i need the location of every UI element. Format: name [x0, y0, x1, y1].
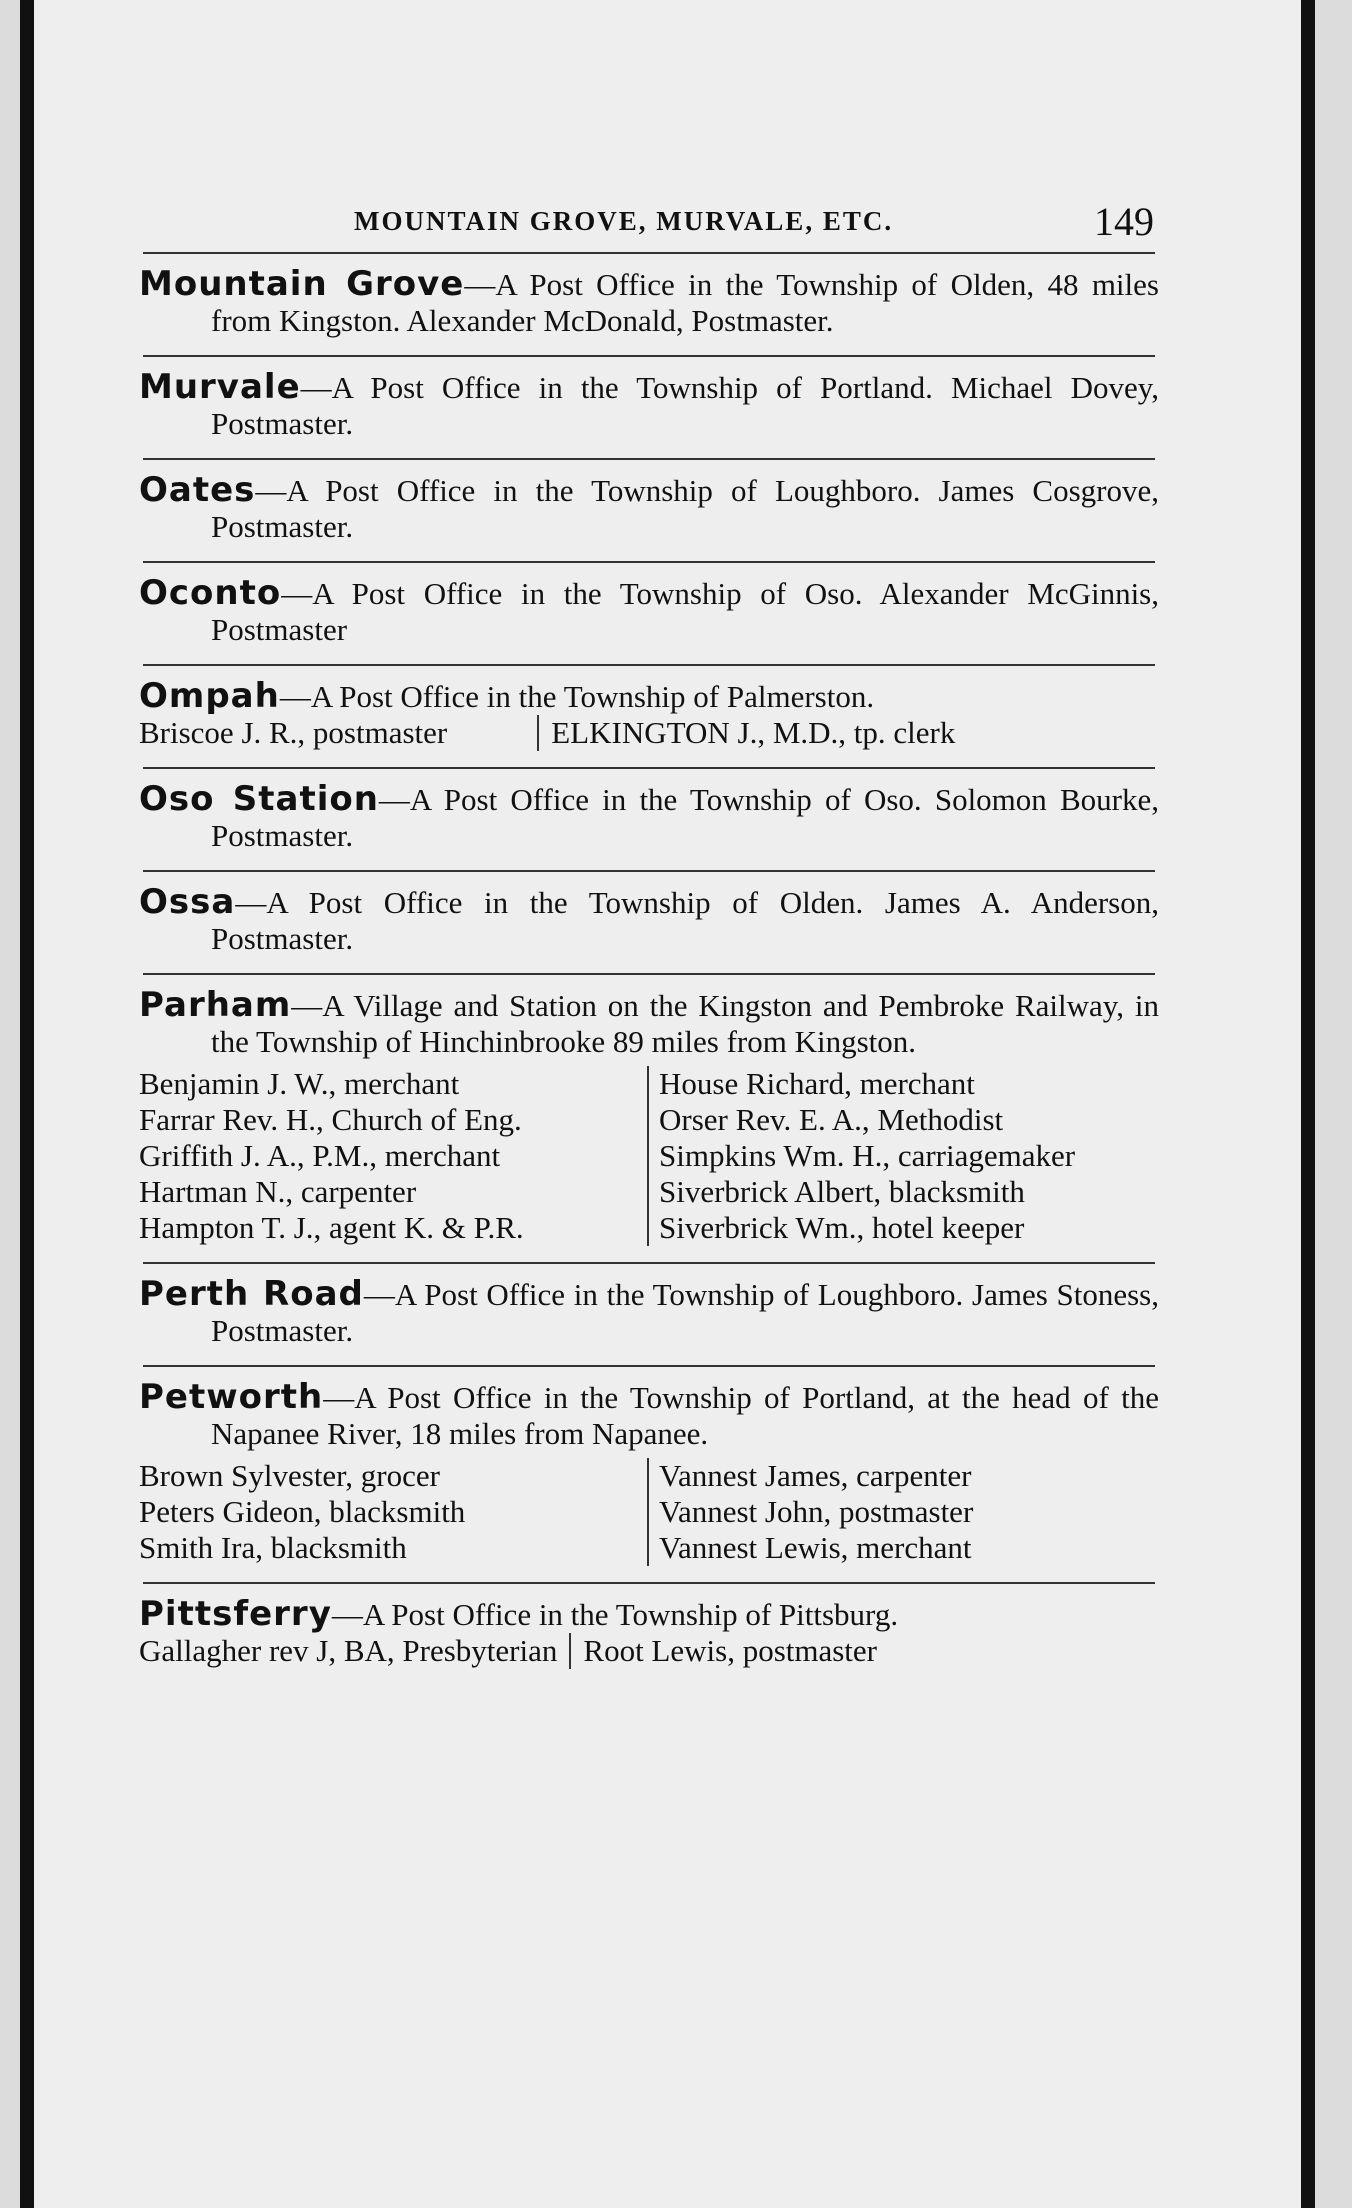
entry-name: Parham — [139, 985, 292, 1025]
entry-name: Mountain Grove — [139, 264, 465, 304]
resident-item: Siverbrick Wm., hotel keeper — [659, 1210, 1025, 1245]
resident-item: Siverbrick Albert, blacksmith — [659, 1174, 1025, 1209]
resident-left: Gallagher rev J, BA, Presbyterian — [139, 1633, 558, 1668]
resident-right: Root Lewis, postmaster — [583, 1633, 877, 1668]
resident-item: Orser Rev. E. A., Methodist — [659, 1102, 1004, 1137]
entry-name: Ompah — [139, 676, 280, 716]
entry-text: —A Post Office in the Township of Pittsburg. — [331, 1597, 899, 1632]
resident-column-left — [139, 1458, 649, 1566]
entry-ossa — [139, 872, 1159, 973]
resident-item: Vannest Lewis, merchant — [659, 1530, 972, 1565]
resident-item: Hartman N., carpenter — [139, 1174, 417, 1209]
entry-text: —A Post Office in the Township of Olden, 48 miles from Kingston. Alexander McDonald, Postmaster. — [211, 267, 1159, 338]
entry-text: —A Post Office in the Township of Oso. Solomon Bourke, Postmaster. — [211, 782, 1159, 853]
entry-text: —A Post Office in the Township of Palmerston. — [279, 679, 875, 714]
directory-page — [20, 0, 1315, 2208]
entry-name: Oates — [139, 470, 256, 510]
entry-petworth — [139, 1367, 1159, 1582]
entry-text: —A Post Office in the Township of Portland, at the head of the Napanee River, 18 miles from Napanee. — [211, 1380, 1159, 1451]
resident-line — [139, 1633, 1159, 1669]
entry-text: —A Post Office in the Township of Oso. Alexander McGinnis, Postmaster — [211, 576, 1159, 647]
resident-item: Benjamin J. W., merchant — [139, 1066, 460, 1101]
entry-text: —A Post Office in the Township of Loughboro. James Cosgrove, Postmaster. — [211, 473, 1159, 544]
resident-column-left — [139, 1066, 649, 1246]
entry-name: Petworth — [139, 1377, 324, 1417]
resident-item: Farrar Rev. H., Church of Eng. — [139, 1102, 522, 1137]
entry-text: —A Post Office in the Township of Olden. James A. Anderson, Postmaster. — [211, 885, 1159, 956]
entry-ompah — [139, 666, 1159, 767]
resident-line — [139, 715, 1159, 751]
entry-name: Oso Station — [139, 779, 379, 819]
entry-name: Oconto — [139, 573, 282, 613]
resident-column-right — [649, 1458, 1159, 1566]
resident-item: Peters Gideon, blacksmith — [139, 1494, 466, 1529]
resident-item: Brown Sylvester, grocer — [139, 1458, 440, 1493]
entry-oso-station — [139, 769, 1159, 870]
resident-item: Griffith J. A., P.M., merchant — [139, 1138, 501, 1173]
entry-name: Murvale — [139, 367, 301, 407]
resident-item: Vannest John, postmaster — [659, 1494, 974, 1529]
resident-item: Simpkins Wm. H., carriagemaker — [659, 1138, 1076, 1173]
resident-column-right — [649, 1066, 1159, 1246]
resident-right: ELKINGTON J., M.D., tp. clerk — [551, 715, 956, 750]
column-divider — [569, 1633, 571, 1669]
entry-name: Perth Road — [139, 1274, 364, 1314]
entry-text: —A Post Office in the Township of Loughboro. James Stoness, Postmaster. — [211, 1277, 1159, 1348]
entry-text: —A Village and Station on the Kingston and Pembroke Railway, in the Township of Hinchinbrooke 89 miles from Kingston. — [211, 988, 1159, 1059]
entry-mountain-grove — [139, 254, 1159, 355]
page-title: MOUNTAIN GROVE, MURVALE, ETC. — [354, 206, 894, 236]
column-divider — [537, 715, 539, 751]
resident-item: Hampton T. J., agent K. & P.R. — [139, 1210, 524, 1245]
resident-item: House Richard, merchant — [659, 1066, 975, 1101]
entry-name: Ossa — [139, 882, 236, 922]
entry-parham — [139, 975, 1159, 1262]
entries-list — [139, 252, 1159, 1685]
entry-perth-road — [139, 1264, 1159, 1365]
resident-columns — [139, 1458, 1159, 1566]
entry-oconto — [139, 563, 1159, 664]
entry-text: —A Post Office in the Township of Portland. Michael Dovey, Postmaster. — [211, 370, 1159, 441]
entry-murvale — [139, 357, 1159, 458]
page-number: 149 — [1094, 199, 1154, 244]
resident-item: Vannest James, carpenter — [659, 1458, 972, 1493]
resident-item: Smith Ira, blacksmith — [139, 1530, 407, 1565]
entry-pittsferry — [139, 1584, 1159, 1685]
entry-name: Pittsferry — [139, 1594, 332, 1634]
entry-oates — [139, 460, 1159, 561]
resident-left: Briscoe J. R., postmaster — [139, 715, 448, 750]
resident-columns — [139, 1066, 1159, 1246]
